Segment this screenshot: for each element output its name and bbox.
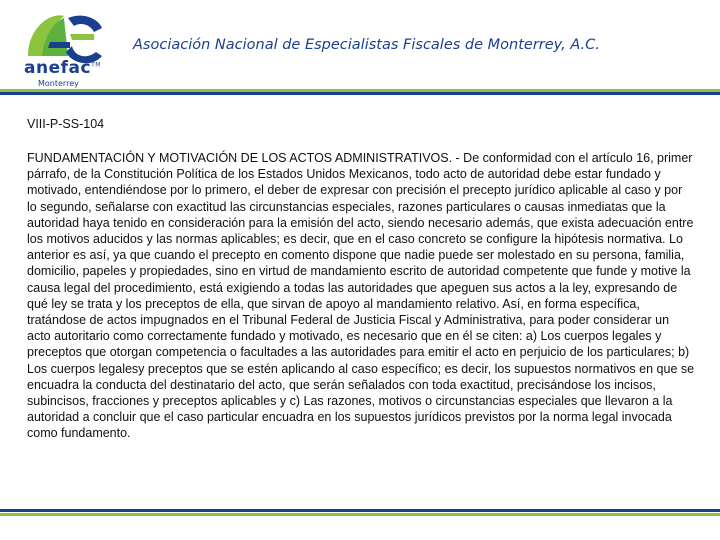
header-divider-blue xyxy=(0,92,720,95)
page-header xyxy=(0,0,720,92)
logo-city: Monterrey xyxy=(38,79,79,88)
document-body: FUNDAMENTACIÓN Y MOTIVACIÓN DE LOS ACTOS ADMINISTRATIVOS. - De conformidad con el artículo 16, primer párrafo, de la Constitución Política de los Estados Unidos Mexicanos, todo acto de autoridad debe estar fundado y motivado, entendiéndose por lo primero, el deber de expresar con precisión el precepto jurídico aplicable al caso y por lo segundo, señalarse con exactitud las circunstancias especiales, razones particulares o causas inmediatas que la autoridad haya tenido en consideración para la emisión del acto, siendo necesario además, que exista adecuación entre los motivos aducidos y las normas aplicables; es decir, que en el caso concreto se configure la hipótesis normativa. Lo anterior es así, ya que cuando el precepto en comento dispone que nadie puede ser molestado en su persona, familia, domicilio, papeles y propiedades, sino en virtud de mandamiento escrito de autoridad competente que funde y motive la causa legal del procedimiento, está exigiendo a todas las autoridades que apeguen sus actos a la ley, expresando de qué ley se trata y los preceptos de ella, que sirvan de apoyo al mandamiento relativo. Así, en forma específica, tratándose de actos impugnados en el Tribunal Federal de Justicia Fiscal y Administrativa, para poder considerar un acto autoritario como correctamente fundado y motivado, es necesario que en él se citen: a) Los cuerpos legales y preceptos que otorgan competencia o facultades a las autoridades para emitir el acto en perjuicio de los particulares; b) Los cuerpos legalesy preceptos que se estén aplicando al caso específico; es decir, los supuestos normativos en que se encuadra la conducta del destinatario del acto, que serán señalados con toda exactitud, precisándose los incisos, subincisos, fracciones y preceptos aplicables y c) Las razones, motivos o circunstancias especiales que llevaron a la autoridad a concluir que el caso particular encuadra en los supuestos jurídicos previstos por la norma legal invocada como fundamento. xyxy=(27,151,695,441)
footer-divider-green xyxy=(0,513,720,516)
logo-trademark: TM xyxy=(91,61,101,69)
logo-wordmark xyxy=(24,58,101,78)
page-title: Asociación Nacional de Especialistas Fiscales de Monterrey, A.C. xyxy=(133,37,600,53)
logo-text: anefac xyxy=(24,58,92,78)
footer-divider-blue xyxy=(0,509,720,512)
document-code: VIII-P-SS-104 xyxy=(27,117,105,131)
